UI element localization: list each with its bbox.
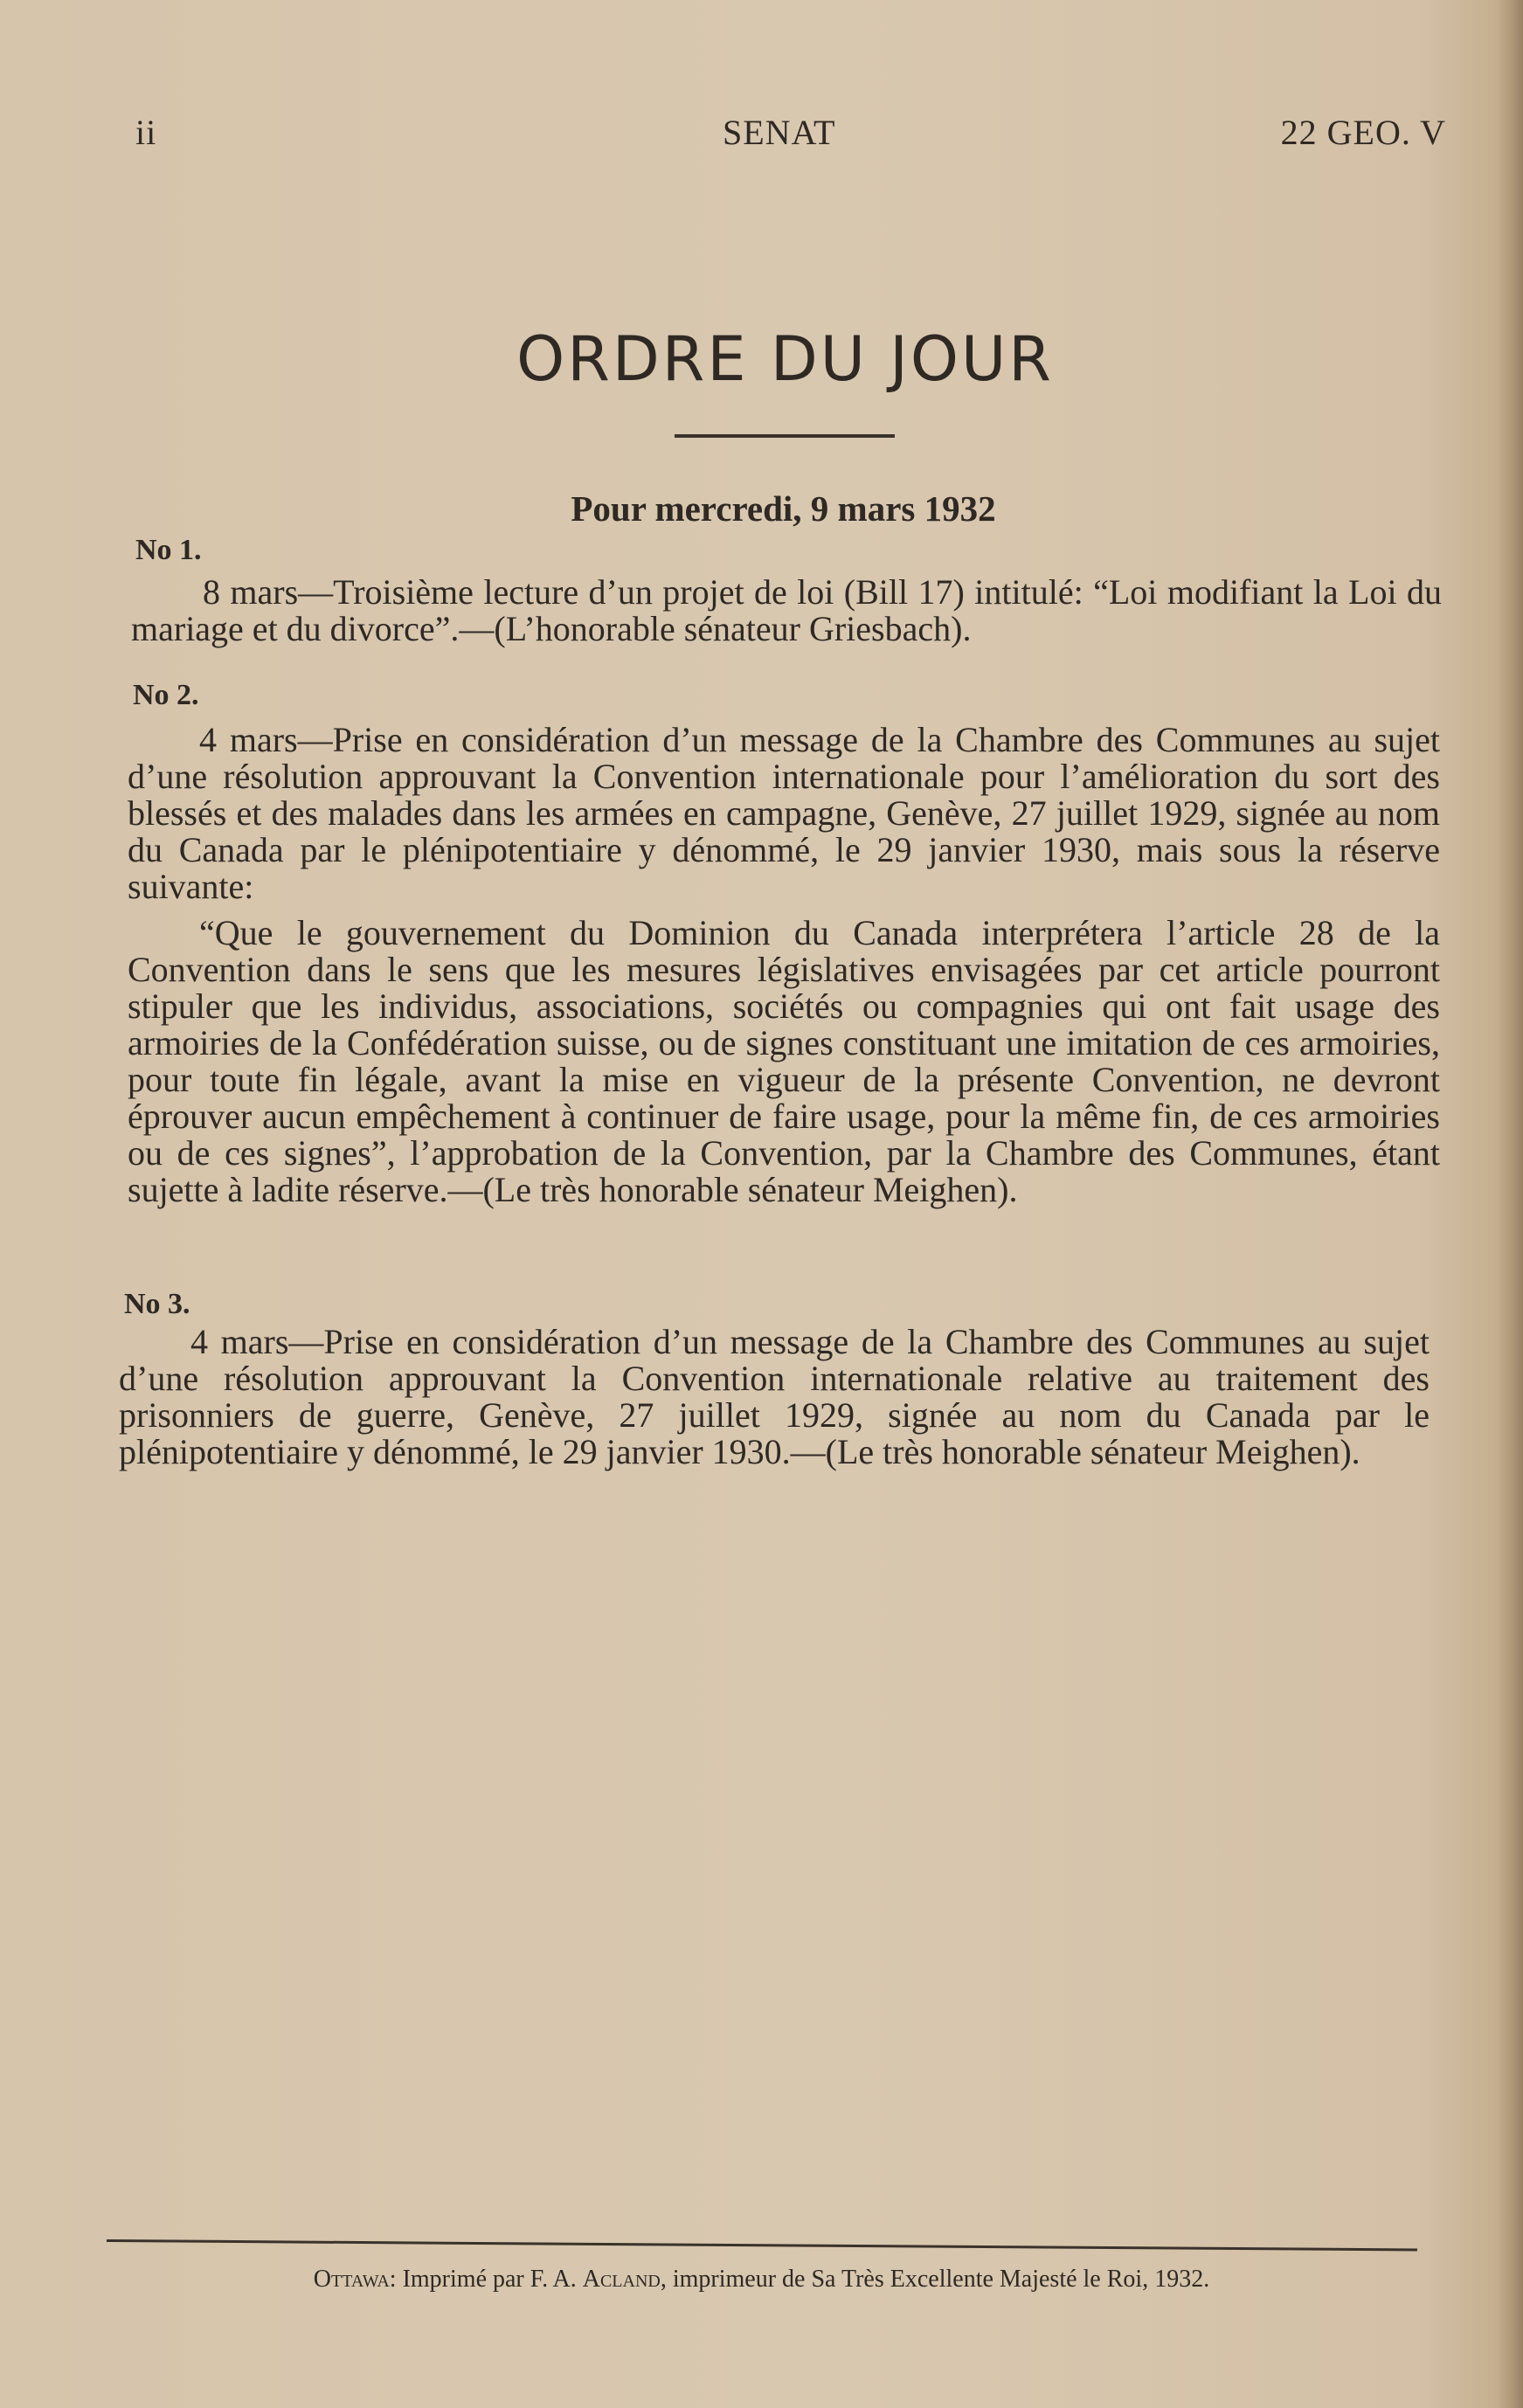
running-head-title: SENAT <box>723 113 836 152</box>
item-text-1: 8 mars—Troisième lecture d’un projet de loi (Bill 17) intitulé: “Loi modifiant la Loi du mariage et du divorce”.—(L’honorable sénateur Griesbach). <box>131 572 1442 648</box>
imprint-city: Ottawa: <box>313 2266 397 2293</box>
running-head <box>135 112 1446 156</box>
imprint-text-1: Imprimé par F. A. <box>402 2266 577 2293</box>
item-number-1: No 1. <box>135 534 202 566</box>
footer-rule-divider <box>107 2239 1417 2251</box>
date-heading: Pour mercredi, 9 mars 1932 <box>571 488 996 529</box>
running-head-session: 22 GEO. V <box>1280 113 1446 152</box>
imprint-footer <box>0 2266 1523 2294</box>
item-text-3: 4 mars—Prise en considération d’un message de la Chambre des Communes au sujet d’une résolution approuvant la Convention internationale relative au traitement des prisonniers de guerre, Genève, 27 juillet 1929, signée au nom du Canada par le plénipotentiaire y dénommé, le 29 janvier 1930.—(Le très honorable sénateur Meighen). <box>119 1322 1430 1471</box>
item-quote-2: “Que le gouvernement du Dominion du Canada interprétera l’article 28 de la Convention dans le sens que les mesures législatives envisagées par cet article pourront stipuler que les individus, associations, sociétés ou compagnies qui ont fait usage des armoiries de la Confédération suisse, ou de signes constituant une imitation de ces armoiries, pour toute fin légale, avant la mise en vigueur de la présente Convention, ne devront éprouver aucun empêchement à continuer de faire usage, pour la même fin, de ces armoiries ou de ces signes”, l’approbation de la Convention, par la Chambre des Communes, étant sujette à ladite réserve.—(Le très honorable sénateur Meighen). <box>128 913 1440 1209</box>
item-number-3: No 3. <box>124 1288 190 1320</box>
page-title: ORDRE DU JOUR <box>516 323 1054 395</box>
imprint-printer: Acland, <box>582 2266 667 2293</box>
title-rule-divider <box>675 434 895 438</box>
imprint-text-2: imprimeur de Sa Très Excellente Majesté le Roi, 1932. <box>672 2266 1210 2293</box>
item-text-2: 4 mars—Prise en considération d’un message de la Chambre des Communes au sujet d’une résolution approuvant la Convention internationale pour l’amélioration du sort des blessés et des malades dans les armées en campagne, Genève, 27 juillet 1929, signée au nom du Canada par le plénipotentiaire y dénommé, le 29 janvier 1930, mais sous la réserve suivante: <box>128 720 1440 906</box>
page-number: ii <box>135 113 157 152</box>
item-number-2: No 2. <box>133 679 199 711</box>
